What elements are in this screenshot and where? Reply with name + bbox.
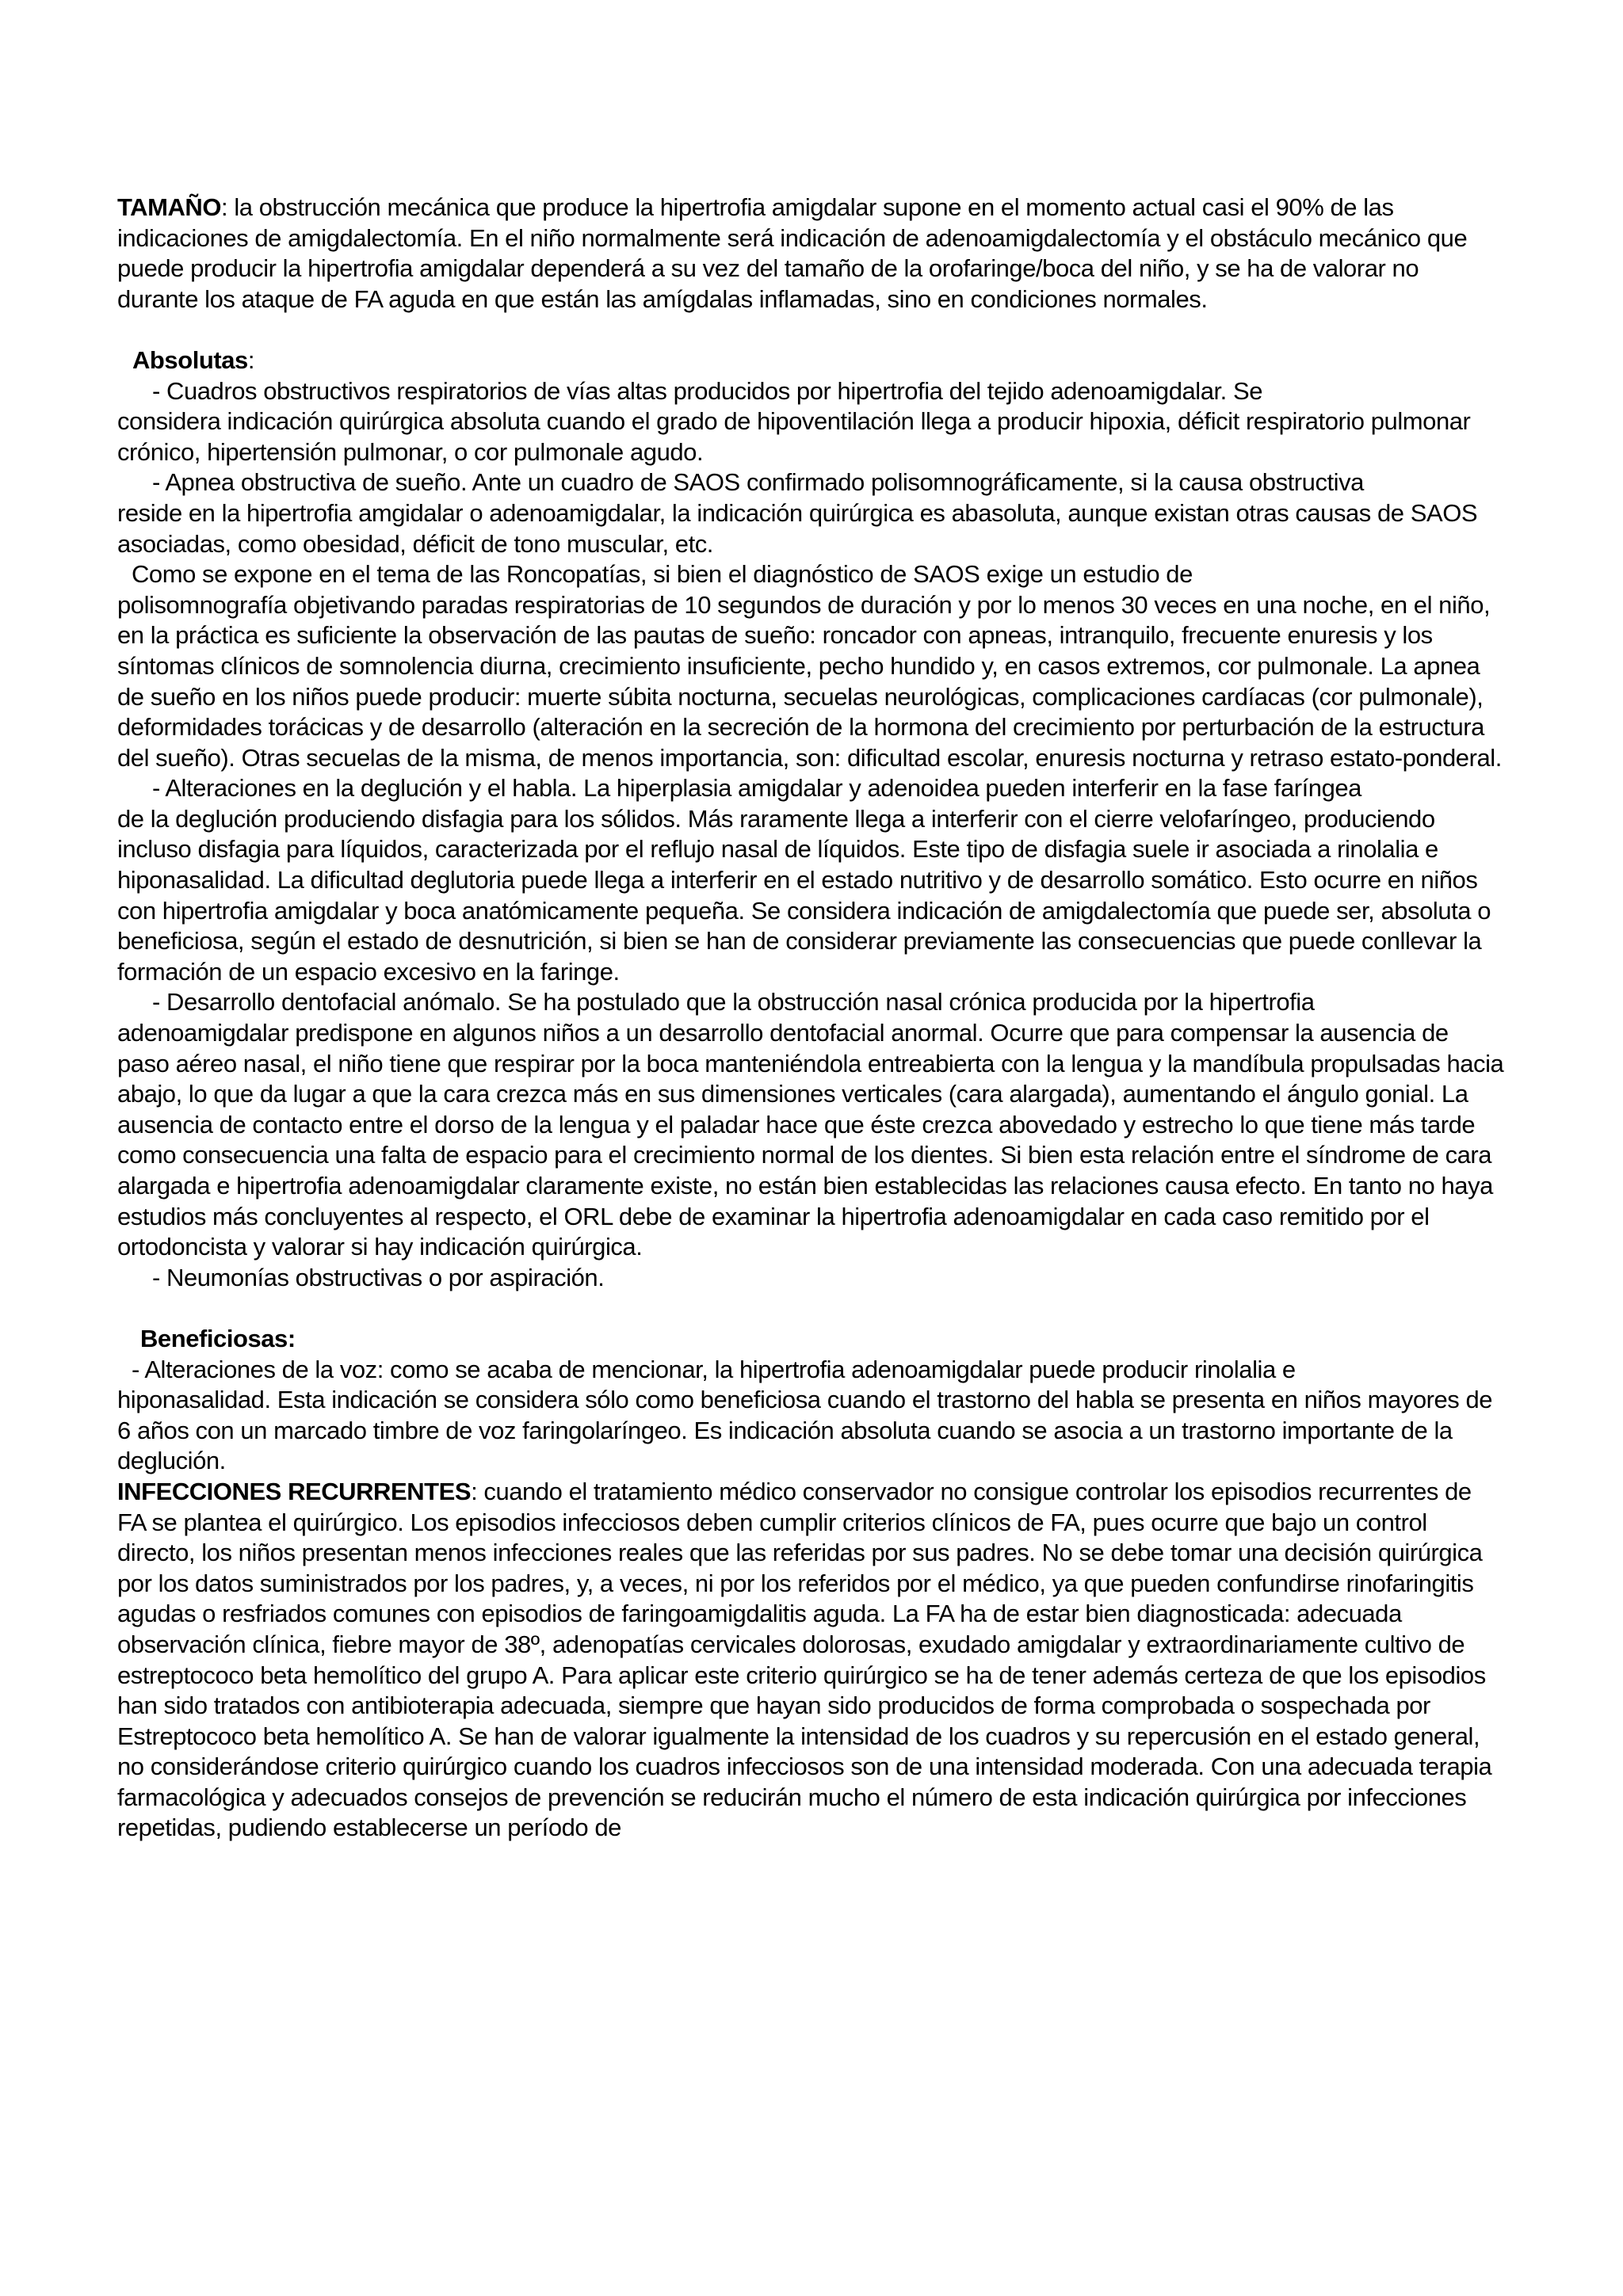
document-page: [117, 193, 1506, 1844]
text-tamano: : la obstrucción mecánica que produce la hipertrofia amigdalar supone en el momento actual casi el 90% de las indicaciones de amigdalectomía. En el niño normalmente será indicación de adenoamigdalectomía y el obstáculo mecánico que puede producir la hipertrofia amigdalar dependerá a su vez del tamaño de la orofaringe/boca del niño, y se ha de valorar no durante los ataque de FA aguda en que están las amígdalas inflamadas, sino en condiciones normales.: [117, 193, 1468, 313]
text-infecciones: : cuando el tratamiento médico conservador no consigue controlar los episodios recurrentes de FA se plantea el quirúrgico. Los episodios infecciosos deben cumplir criterios clínicos de FA, pues ocurre que bajo un control directo, los niños presentan menos infecciones reales que las referidas por sus padres. No se debe tomar una decisión quirúrgica por los datos suministrados por los padres, y, a veces, ni por los referidos por el médico, ya que pueden confundirse rinofaringitis agudas o resfriados comunes con episodios de faringoamigdalitis aguda. La FA ha de estar bien diagnosticada: adecuada observación clínica, fiebre mayor de 38º, adenopatías cervicales dolorosas, exudado amigdalar y extraordinariamente cultivo de estreptococo beta hemolítico del grupo A. Para aplicar este criterio quirúrgico se ha de tener además certeza de que los episodios han sido tratados con antibioterapia adecuada, siempre que hayan sido producidos de forma comprobada o sospechada por Estreptococo beta hemolítico A. Se han de valorar igualmente la intensidad de los cuadros y su repercusión en el estado general, no considerándose criterio quirúrgico cuando los cuadros infecciosos son de una intensidad moderada. Con una adecuada terapia farmacológica y adecuados consejos de prevención se reducirán mucho el número de esta indicación quirúrgica por infecciones repetidas, pudiendo establecerse un período de: [117, 1477, 1492, 1842]
heading-infecciones: INFECCIONES RECURRENTES: [117, 1477, 472, 1505]
subheading-absolutas-line: [117, 345, 1506, 376]
item-apnea-rest: reside en la hipertrofia amgidalar o adenoamigdalar, la indicación quirúrgica es abasoluta, aunque existan otras causas de SAOS asociadas, como obesidad, déficit de tono muscular, etc.: [117, 498, 1478, 558]
paragraph-infecciones: [117, 1477, 1506, 1844]
item-voz-first: - Alteraciones de la voz: como se acaba de mencionar, la hipertrofia adenoamigdalar puede producir rinolalia e: [132, 1355, 1296, 1383]
item-obstructivos-rest: considera indicación quirúrgica absoluta cuando el grado de hipoventilación llega a producir hipoxia, déficit respiratorio pulmonar crónico, hipertensión pulmonar, o cor pulmonale agudo.: [117, 407, 1471, 466]
blank-line: [117, 1293, 1506, 1324]
paragraph-roncopatias-rest: polisomnografía objetivando paradas respiratorias de 10 segundos de duración y por lo menos 30 veces en una noche, en el niño, en la práctica es suficiente la observación de las pautas de sueño: roncador con apneas, intranquilo, frecuente enuresis y los síntomas clínicos de somnolencia diurna, crecimiento insuficiente, pecho hundido y, en casos extremos, cor pulmonale. La apnea de sueño en los niños puede producir: muerte súbita nocturna, secuelas neurológicas, complicaciones cardíacas (cor pulmonale), deformidades torácicas y de desarrollo (alteración en la secreción de la hormona del crecimiento por perturbación de la estructura del sueño). Otras secuelas de la misma, de menos importancia, son: dificultad escolar, enuresis nocturna y retraso estato-ponderal.: [117, 590, 1502, 772]
paragraph-roncopatias-first: Como se expone en el tema de las Roncopatías, si bien el diagnóstico de SAOS exige un estudio de: [132, 560, 1193, 589]
heading-beneficiosas: Beneficiosas:: [140, 1324, 296, 1352]
item-neumonias: - Neumonías obstructivas o por aspiración.: [152, 1263, 605, 1291]
heading-tamano: TAMAÑO: [117, 193, 222, 221]
item-apnea-first: - Apnea obstructiva de sueño. Ante un cuadro de SAOS confirmado polisomnográficamente, si la causa obstructiva: [152, 468, 1364, 497]
item-dentofacial-first: - Desarrollo dentofacial anómalo. Se ha postulado que la obstrucción nasal crónica producida por la hipertrofia: [152, 988, 1315, 1016]
item-deglucion-rest: de la deglución produciendo disfagia para los sólidos. Más raramente llega a interferir con el cierre velofaríngeo, produciendo incluso disfagia para líquidos, caracterizada por el reflujo nasal de líquidos. Este tipo de disfagia suele ir asociada a rinolalia e hiponasalidad. La dificultad deglutoria puede llega a interferir en el estado nutritivo y de desarrollo somático. Esto ocurre en niños con hipertrofia amigdalar y boca anatómicamente pequeña. Se considera indicación de amigdalectomía que puede ser, absoluta o beneficiosa, según el estado de desnutrición, si bien se han de considerar previamente las consecuencias que puede conllevar la formación de un espacio excesivo en la faringe.: [117, 804, 1491, 986]
item-dentofacial-rest: adenoamigdalar predispone en algunos niños a un desarrollo dentofacial anormal. Ocurre que para compensar la ausencia de paso aéreo nasal, el niño tiene que respirar por la boca manteniéndola entreabierta con la lengua y la mandíbula propulsadas hacia abajo, lo que da lugar a que la cara crezca más en sus dimensiones verticales (cara alargada), aumentando el ángulo gonial. La ausencia de contacto entre el dorso de la lengua y el paladar hace que éste crezca abovedado y estrecho lo que tiene más tarde como consecuencia una falta de espacio para el crecimiento normal de los dientes. Si bien esta relación entre el síndrome de cara alargada e hipertrofia adenoamigdalar claramente existe, no están bien establecidas las relaciones causa efecto. En tanto no haya estudios más concluyentes al respecto, el ORL debe de examinar la hipertrofia adenoamigdalar en cada caso remitido por el ortodoncista y valorar si hay indicación quirúrgica.: [117, 1019, 1504, 1261]
item-obstructivos-first: - Cuadros obstructivos respiratorios de vías altas producidos por hipertrofia del tejido adenoamigdalar. Se: [152, 376, 1263, 405]
heading-absolutas-colon: :: [247, 345, 254, 374]
blank-line: [117, 315, 1506, 345]
item-voz-rest: hiponasalidad. Esta indicación se considera sólo como beneficiosa cuando el trastorno del habla se presenta en niños mayores de 6 años con un marcado timbre de voz faringolaríngeo. Es indicación absoluta cuando se asocia a un trastorno importante de la deglución.: [117, 1386, 1493, 1475]
item-deglucion-first: - Alteraciones en la deglución y el habla. La hiperplasia amigdalar y adenoidea pueden interferir en la fase faríngea: [152, 774, 1361, 803]
heading-absolutas: Absolutas: [132, 345, 248, 374]
paragraph-tamano: [117, 193, 1506, 315]
